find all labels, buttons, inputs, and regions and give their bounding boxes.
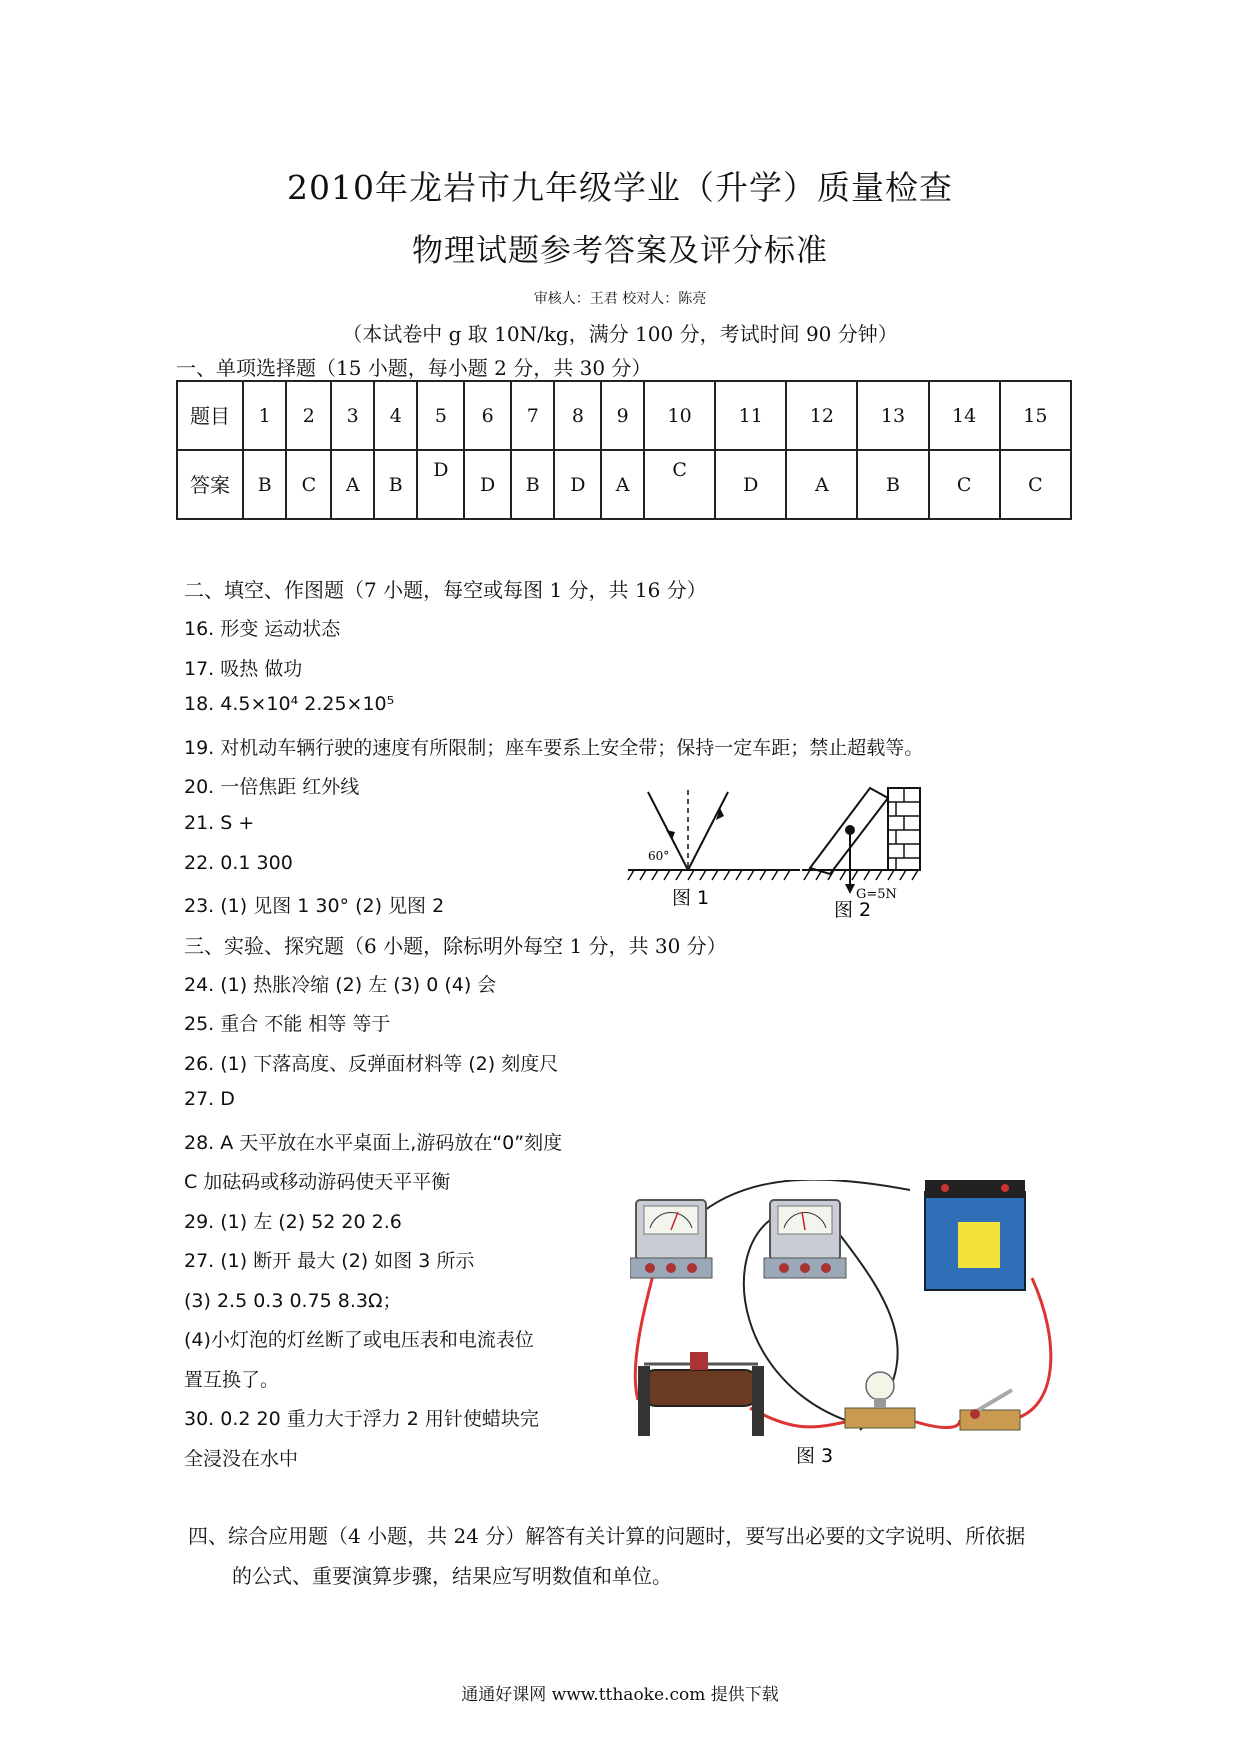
exam-note: （本试卷中 g 取 10N/kg，满分 100 分，考试时间 90 分钟） [342,322,898,346]
answer-line-30-cont: 全浸没在水中 [184,1448,299,1470]
figure-1-label: 图 1 [672,887,710,909]
question-number: 15 [1000,381,1071,450]
answer-line-25: 25. 重合 不能 相等 等于 [184,1013,391,1035]
figure-2 [802,788,920,921]
voltmeter [630,1200,712,1278]
rheostat [638,1352,764,1436]
answer-line-30: 30. 0.2 20 重力大于浮力 2 用针使蜡块完 [184,1408,539,1430]
answer-cell: C [286,450,331,519]
question-number: 11 [715,381,786,450]
answer-line-24: 24. (1) 热胀冷缩 (2) 左 (3) 0 (4) 会 [184,974,497,996]
answer-cell: B [511,450,554,519]
question-number: 12 [786,381,857,450]
figure-1 [628,790,800,909]
light-bulb [845,1372,915,1428]
answer-cell: A [331,450,374,519]
answer-line-21: 21. S + [184,812,255,834]
question-number: 14 [929,381,1000,450]
switch [960,1390,1020,1430]
section4-line2: 的公式、重要演算步骤，结果应写明数值和单位。 [232,1564,672,1588]
answer-line-18: 18. 4.5×10⁴ 2.25×10⁵ [184,693,395,715]
question-number: 4 [374,381,417,450]
answer-cell: A [786,450,857,519]
answer-line-28a: 28. A 天平放在水平桌面上,游码放在“0”刻度 [184,1132,563,1154]
question-number: 13 [857,381,928,450]
answer-cell: C [1000,450,1071,519]
reviewer-line: 审核人：王君 校对人：陈亮 [533,291,707,307]
answer-cell: D [417,450,464,519]
answer-cell: C [644,450,715,519]
title-line1: 2010年龙岩市九年级学业（升学）质量检查 [287,168,953,207]
figure-3-circuit [630,1180,1070,1470]
answer-line-27b-4-cont: 置互换了。 [184,1369,280,1391]
figure-1-angle: 60° [648,849,670,863]
section4-line1: 四、综合应用题（4 小题，共 24 分）解答有关计算的问题时，要写出必要的文字说明、所依据 [188,1524,1026,1548]
title-line2: 物理试题参考答案及评分标准 [412,233,828,269]
answer-cell: C [929,450,1000,519]
answer-line-27a: 27. D [184,1088,235,1110]
answer-line-20: 20. 一倍焦距 红外线 [184,776,360,798]
footer: 通通好课网 www.tthaoke.com 提供下载 [461,1685,779,1705]
question-number: 5 [417,381,464,450]
answer-cell: A [601,450,644,519]
answer-line-28c: C 加砝码或移动游码使天平平衡 [184,1171,451,1193]
section3-heading: 三、实验、探究题（6 小题，除标明外每空 1 分，共 30 分） [184,934,727,958]
question-row-label: 题目 [177,381,243,450]
ammeter [764,1200,846,1278]
question-number: 2 [286,381,331,450]
answer-line-27b-3: (3) 2.5 0.3 0.75 8.3Ω； [184,1290,402,1312]
answer-row-label: 答案 [177,450,243,519]
answer-line-29: 29. (1) 左 (2) 52 20 2.6 [184,1211,402,1233]
answer-cell: B [374,450,417,519]
answer-line-16: 16. 形变 运动状态 [184,618,341,640]
figure-2-label: 图 2 [834,899,872,921]
section2-heading: 二、填空、作图题（7 小题，每空或每图 1 分，共 16 分） [184,578,707,602]
question-number: 3 [331,381,374,450]
question-number: 8 [554,381,601,450]
figure-2-force: G=5N [856,887,897,902]
answer-line-17: 17. 吸热 做功 [184,658,303,680]
answer-cell: B [857,450,928,519]
section1-heading: 一、单项选择题（15 小题，每小题 2 分，共 30 分） [176,356,652,380]
answer-line-27b-4: (4)小灯泡的灯丝断了或电压表和电流表位 [184,1329,534,1351]
answer-line-19: 19. 对机动车辆行驶的速度有所限制；座车要系上安全带；保持一定车距；禁止超载等。 [184,737,924,759]
question-number: 9 [601,381,644,450]
answer-table [176,380,1072,520]
question-number: 7 [511,381,554,450]
answer-line-26: 26. (1) 下落高度、反弹面材料等 (2) 刻度尺 [184,1053,559,1075]
answer-row [177,450,1071,519]
question-number: 6 [464,381,511,450]
question-number: 1 [243,381,286,450]
figure-1-2 [620,780,940,930]
figure-3-label: 图 3 [796,1445,834,1467]
answer-cell: D [464,450,511,519]
answer-cell: B [243,450,286,519]
answer-line-27b: 27. (1) 断开 最大 (2) 如图 3 所示 [184,1250,475,1272]
question-row [177,381,1071,450]
answer-cell: D [554,450,601,519]
answer-line-22: 22. 0.1 300 [184,852,293,874]
question-number: 10 [644,381,715,450]
answer-line-23: 23. (1) 见图 1 30° (2) 见图 2 [184,895,445,917]
answer-cell: D [715,450,786,519]
battery [925,1180,1025,1290]
